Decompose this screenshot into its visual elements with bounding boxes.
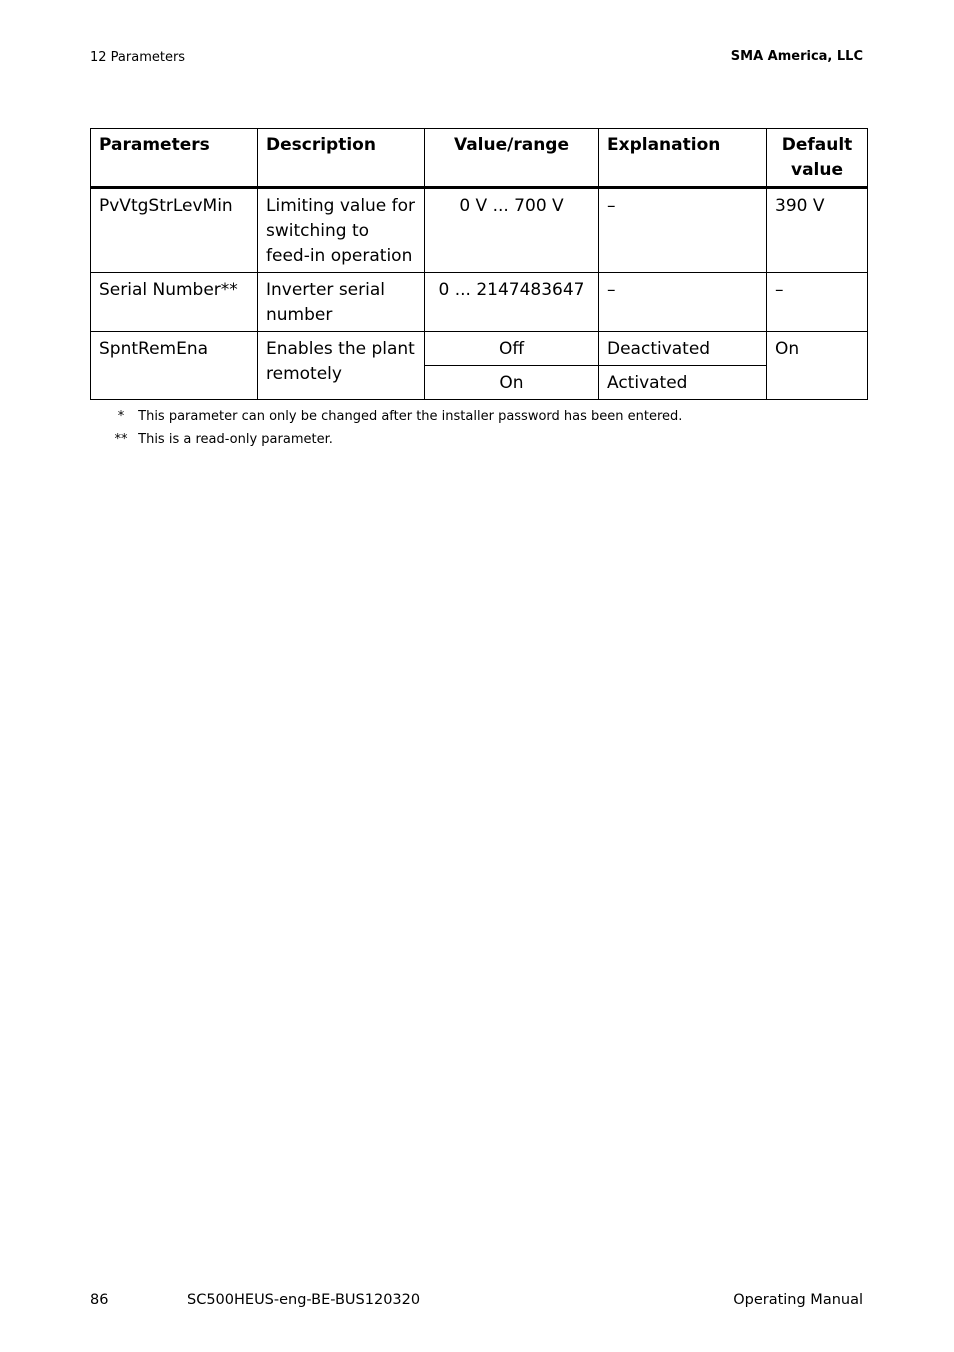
description-cell: Limiting value for switching to feed-in operation xyxy=(258,188,425,273)
value-range-cell: 0 V ... 700 V xyxy=(425,188,599,273)
footnote-text: This parameter can only be changed after the installer password has been entered. xyxy=(138,409,683,424)
footnote xyxy=(108,432,333,447)
column-header-default-value: Default value xyxy=(767,129,868,188)
explanation-cell: Deactivated xyxy=(599,332,767,366)
value-range-cell: 0 ... 2147483647 xyxy=(425,273,599,332)
parameters-table xyxy=(90,128,868,400)
table-row xyxy=(91,273,868,332)
default-value-cell: – xyxy=(767,273,868,332)
parameter-name-cell: PvVtgStrLevMin xyxy=(91,188,258,273)
footer-document-type: Operating Manual xyxy=(733,1292,863,1308)
table-header-row xyxy=(91,129,868,188)
parameter-name-cell: Serial Number** xyxy=(91,273,258,332)
explanation-cell: – xyxy=(599,273,767,332)
value-range-cell: Off xyxy=(425,332,599,366)
column-header-value-range: Value/range xyxy=(425,129,599,188)
column-header-explanation: Explanation xyxy=(599,129,767,188)
footnote xyxy=(108,409,682,424)
column-header-parameters: Parameters xyxy=(91,129,258,188)
column-header-description: Description xyxy=(258,129,425,188)
table-row xyxy=(91,188,868,273)
default-value-cell: 390 V xyxy=(767,188,868,273)
description-cell: Enables the plant remotely xyxy=(258,332,425,400)
parameter-name-cell: SpntRemEna xyxy=(91,332,258,400)
table-row xyxy=(91,332,868,366)
explanation-cell: – xyxy=(599,188,767,273)
value-range-cell: On xyxy=(425,366,599,400)
default-value-cell: On xyxy=(767,332,868,400)
header-section-title: 12 Parameters xyxy=(90,50,186,65)
footnote-mark: ** xyxy=(114,432,128,447)
footnote-mark: * xyxy=(117,409,125,424)
explanation-cell: Activated xyxy=(599,366,767,400)
description-cell: Inverter serial number xyxy=(258,273,425,332)
footer-page-number: 86 xyxy=(90,1292,109,1308)
footer-document-id: SC500HEUS-eng-BE-BUS120320 xyxy=(187,1292,421,1308)
header-company-name: SMA America, LLC xyxy=(730,49,863,64)
footnote-text: This is a read-only parameter. xyxy=(138,432,333,447)
